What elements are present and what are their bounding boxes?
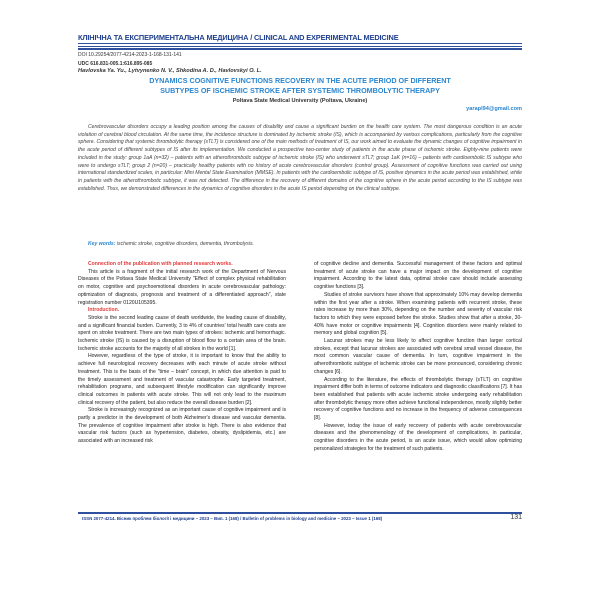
keywords-label: Key words: — [88, 241, 116, 247]
paragraph: According to the literature, the effects of thrombolytic therapy (sTLT) on cognitive impairment differ both in terms of outcome indicators and diagnostic classifications [7]. It has been established that patients with acute ischemic stroke undergoing early rehabilitation after thrombolytic therapy more often achieve functional independence, mostly slightly better recovery of cognitive functions and no increase in the frequency of adverse consequences [8]. — [314, 376, 523, 422]
left-column — [78, 261, 286, 446]
email-link[interactable]: yarapl94@gmail.com — [466, 106, 522, 112]
paragraph: Lacunar strokes may be less likely to affect cognitive function than larger cortical strokes, except that lacunar strokes are associated with cerebral small vessel disease, the most common vascular cause of dementia. In turn, cognitive impairment in the atherothrombotic subtype of ischemic stroke can be more pronounced, considering chronic changes [6]. — [314, 338, 522, 375]
journal-header: КЛІНІЧНА ТА ЕКСПЕРИМЕНТАЛЬНА МЕДИЦИНА / CLINICAL AND EXPERIMENTAL MEDICINE — [78, 33, 399, 42]
article-title — [78, 76, 522, 96]
paragraph: of cognitive decline and dementia. Successful management of these factors and optimal treatment of acute stroke can have a major impact on the development of cognitive impairment. According to the latest data, optimal stroke care should include assessing cognitive functions [3]. — [314, 261, 522, 291]
abstract: Cerebrovascular disorders occupy a leading position among the causes of disability and cause a significant burden on the health care system. The most dangerous condition is an acute violation of cerebral blood circulation. At the same time, the incidence structure is dominated by ischemic stroke (IS), which is accompanied by various complications, particularly from the cognitive sphere. Considering that systemic thrombolytic therapy (sTLT) is considered one of the main methods of treatment of IS, our work aimed to evaluate the dynamic changes of cognitive impairment in the acute period of different subtypes of IS after its implementation. We conducted a prospective two-center study of patients in the acute phase of ischemic stroke. Eighty-nine patients were included in the study: group 1aA (n=32) – patients with an atherothrombotic subtype of ischemic stroke (IS) who underwent sTLT; group 1aK (n=16) – patients with cardioembolic IS subtype who were to undergo sTLT; group 2 (n=20) – practically healthy patients with no history of acute cerebrovascular disorders (control group). Assessment of cognitive functions was carried out using international standardized scales, in particular: Mini Mental State Examination (MMSE). In patients with the cardioembolic subtype of IS, positive dynamics in the acute period was established, while in patients with the atherothrombotic subtype, it was not detected. The difference in the recovery of different domains of the cognitive sphere in the acute period according to the IS subtype was established. Thus, we demonstrated differences in the dynamics of cognitive disorders in the acute IS period depending on the clinical subtype. — [78, 124, 522, 192]
keywords — [88, 241, 254, 247]
paragraph: Stroke is increasingly recognized as an important cause of cognitive impairment and is partly a predictor in the development of both Alzheimer's disease and vascular dementia. The prevalence of cognitive impairment after stroke is high. There is also evidence that vascular risk factors (such as hypertension, diabetes, obesity, dyslipidemia, etc.) are associated with an increased risk — [78, 407, 286, 445]
doi: DOI 10.29254/2077-4214-2023-1-168-131-141 — [78, 52, 182, 58]
authors: Havlovska Ya. Yu., Lytvynenko N. V., Shkodina A. D., Havlovskyi O. L. — [78, 68, 262, 74]
title-line-2: SUBTYPES OF ISCHEMIC STROKE AFTER SYSTEMIC THROMBOLYTIC THERAPY — [160, 86, 440, 95]
footer-rule — [78, 512, 522, 514]
paragraph: This article is a fragment of the initial research work of the Department of Nervous Diseases of the Poltava State Medical University "Effect of complex physical rehabilitation on motor, cognitive and psychoemotional disorders in acute cerebrovascular pathology: optimization of diagnosis, prognosis and treatment of a differentiated approach", state registration number 0120U105395. — [78, 268, 286, 306]
paragraph: Stroke is the second leading cause of death worldwide, the leading cause of disability, and a significant financial burden. Currently, 3 to 4% of countries' total health care costs are spent on stroke treatment. There are two main types of strokes: ischemic and hemorrhagic. Ischemic stroke (IS) is caused by a disruption of blood flow to a certain area of the brain. Ischemic stroke accounts for the majority of all strokes in the world [1]. — [78, 314, 286, 352]
footer-citation: ISSN 2077-4214. Вісник проблем біології і медицини – 2023 – Вип. 1 (168) / Bulletin of problems in biology and medicine – 2023 – Issue 1 (168) — [82, 516, 383, 521]
paragraph: Studies of stroke survivors have shown that approximately 10% may develop dementia within the first year after a stroke. When examining patients with recurrent stroke, these rates increase by more than 30%, depending on the number and severity of vascular risk factors to which they were exposed before the stroke. Studies show that after a stroke, 30-40% have motor or cognitive impairments [4]. Cognition disorders were mainly related to memory and global cognition [5]. — [314, 291, 522, 337]
udc: UDC 616.831-005.1:616.895-085 — [78, 61, 153, 67]
page-number: 131 — [510, 514, 522, 521]
header-rules — [78, 43, 522, 51]
section-heading-connection: Connection of the publication with planned research works. — [88, 261, 233, 267]
section-heading-introduction: Introduction. — [88, 307, 120, 314]
affiliation: Poltava State Medical University (Poltava, Ukraine) — [232, 98, 368, 104]
right-column — [314, 261, 522, 454]
title-line-1: DYNAMICS COGNITIVE FUNCTIONS RECOVERY IN THE ACUTE PERIOD OF DIFFERENT — [149, 76, 451, 85]
keywords-text: ischemic stroke, cognitive disorders, dementia, thrombolysis. — [116, 241, 254, 247]
paragraph: However, regardless of the type of stroke, it is important to know that the ability to achieve full neurological recovery decreases with each minute of acute stroke without treatment. This is the basis of the "time – brain" concept, in which due attention is paid to the timely assessment and treatment of vascular catastrophe. Early targeted treatment, rehabilitation programs, and subsequent lifestyle modification can significantly improve clinical outcomes in patients with acute stroke. This will not only lead to the maximum clinical recovery of the patient, but also reduce the overall disease burden [2]. — [78, 353, 286, 406]
paragraph: However, today the issue of early recovery of patients with acute cerebrovascular diseases and the phenomenology of the development of complications, in particular, cognitive disorders in the acute period, is an acute issue, which would allow optimizing personalized strategies for the treatment of such patients. — [314, 422, 522, 452]
